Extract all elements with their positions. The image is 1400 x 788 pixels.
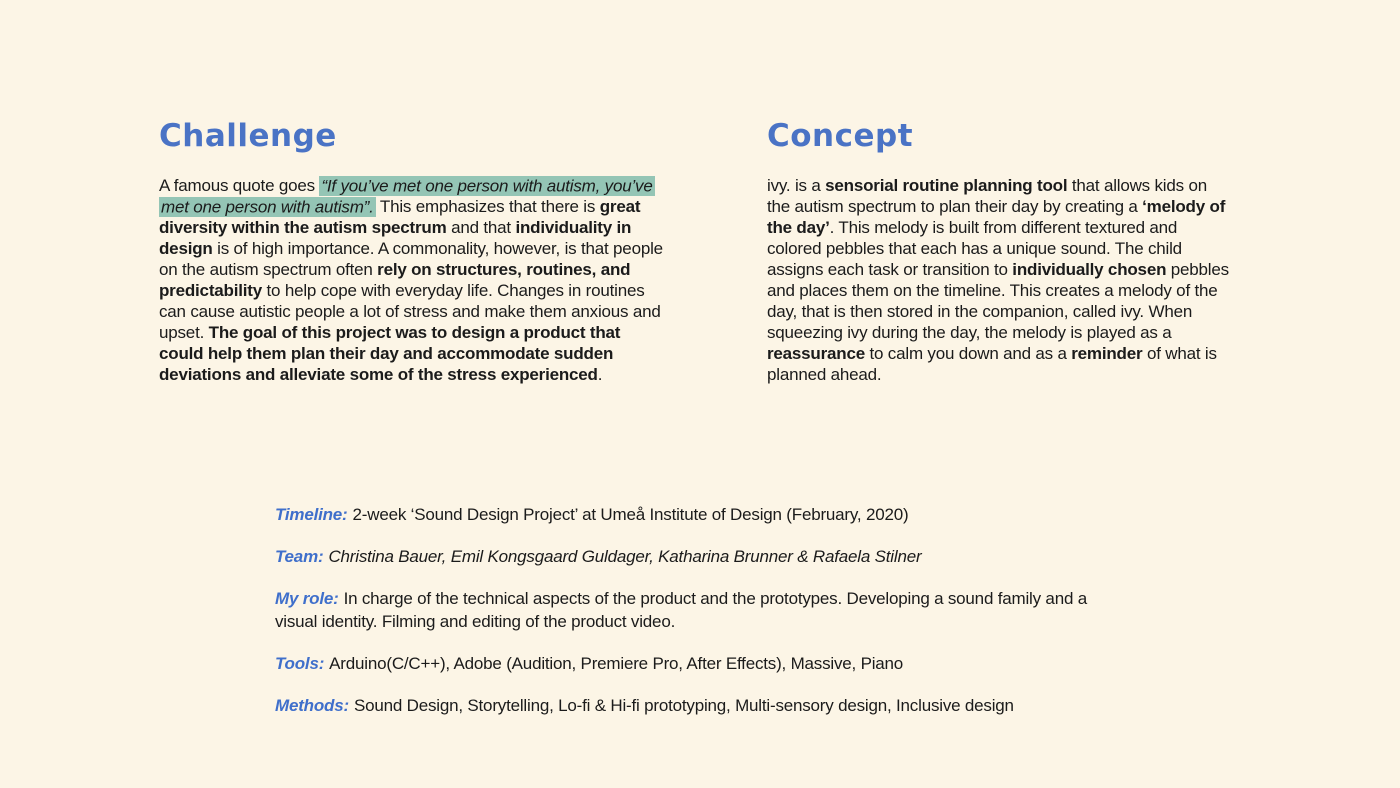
team-label: Team: [275, 547, 324, 566]
timeline-label: Timeline: [275, 505, 348, 524]
meta-row-methods [275, 694, 1103, 717]
meta-row-my-role [275, 587, 1103, 633]
challenge-section [159, 118, 663, 385]
tools-label: Tools: [275, 654, 325, 673]
my-role-value: In charge of the technical aspects of the product and the prototypes. Developing a sound family and a visual identity. Filming and editing of the product video. [275, 589, 1087, 631]
methods-value: Sound Design, Storytelling, Lo-fi & Hi-fi prototyping, Multi-sensory design, Inclusive design [353, 696, 1014, 715]
concept-section [767, 118, 1231, 385]
challenge-title: Challenge [159, 118, 337, 154]
methods-label: Methods: [275, 696, 349, 715]
tools-value: Arduino(C/C++), Adobe (Audition, Premiere Pro, After Effects), Massive, Piano [329, 654, 904, 673]
concept-title: Concept [767, 118, 914, 154]
concept-paragraph: ivy. is a sensorial routine planning tool that allows kids on the autism spectrum to plan their day by creating a ‘melody of the day’. This melody is built from different textured and colored pebbles that each has a unique sound. The child assigns each task or transition to individually chosen pebbles and places them on the timeline. This creates a melody of the day, that is then stored in the companion, called ivy. When squeezing ivy during the day, the melody is played as a reassurance to calm you down and as a reminder of what is planned ahead. [767, 176, 1229, 384]
meta-row-team [275, 545, 1103, 568]
meta-row-timeline [275, 503, 1103, 526]
team-value: Christina Bauer, Emil Kongsgaard Guldager, Katharina Brunner & Rafaela Stilner [328, 547, 922, 566]
project-meta-block [275, 503, 1103, 736]
meta-row-tools [275, 652, 1103, 675]
timeline-value: 2-week ‘Sound Design Project’ at Umeå Institute of Design (February, 2020) [352, 505, 909, 524]
challenge-paragraph: A famous quote goes “If you’ve met one person with autism, you’ve met one person with autism”. This emphasizes that there is great diversity within the autism spectrum and that individuality in design is of high importance. A commonality, however, is that people on the autism spectrum often rely on structures, routines, and predictability to help cope with everyday life. Changes in routines can cause autistic people a lot of stress and make them anxious and upset. The goal of this project was to design a product that could help them plan their day and accommodate sudden deviations and alleviate some of the stress experienced. [159, 176, 663, 384]
my-role-label: My role: [275, 589, 339, 608]
